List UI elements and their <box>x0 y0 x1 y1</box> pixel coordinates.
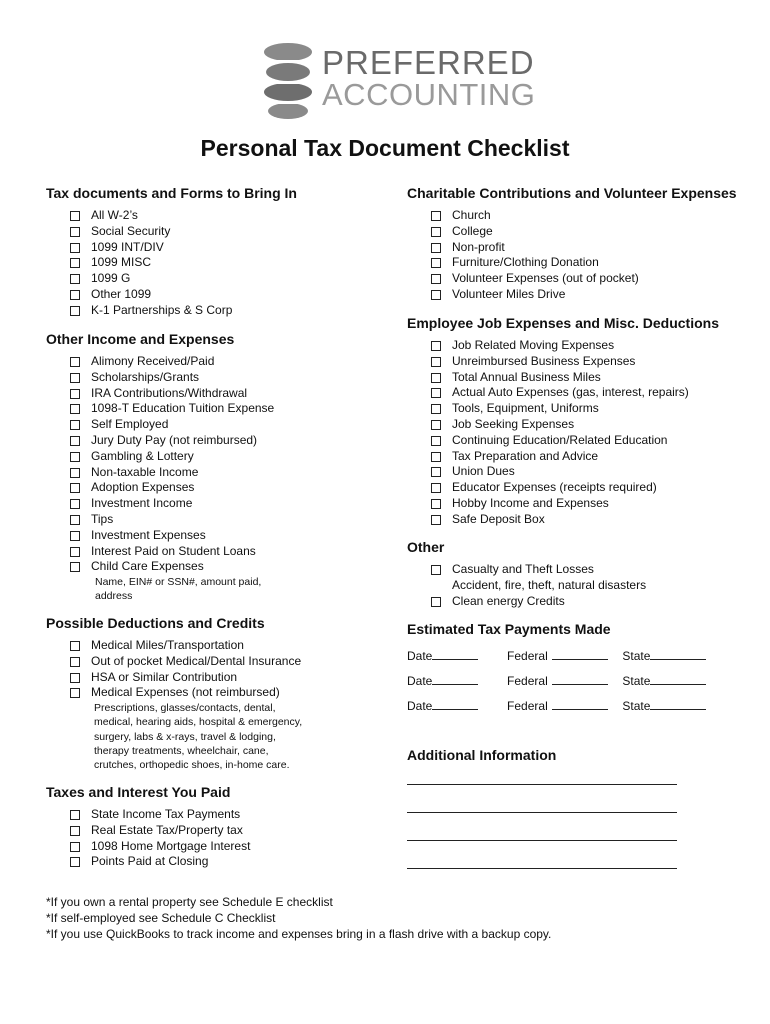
state-field[interactable] <box>650 648 706 660</box>
checkbox[interactable] <box>70 436 80 446</box>
list-item <box>46 224 297 240</box>
item-label: Hobby Income and Expenses <box>452 495 609 510</box>
date-field[interactable] <box>432 698 478 710</box>
list-item <box>407 338 719 354</box>
checkbox[interactable] <box>431 499 441 509</box>
federal-label: Federal <box>507 649 548 663</box>
section-deductions <box>46 614 302 772</box>
item-label: 1098-T Education Tuition Expense <box>91 401 275 416</box>
checkbox[interactable] <box>431 388 441 398</box>
checkbox[interactable] <box>70 452 80 462</box>
list-item <box>46 401 274 417</box>
date-field[interactable] <box>432 648 478 660</box>
item-label: Jury Duty Pay (not reimbursed) <box>91 432 258 447</box>
item-label: Job Seeking Expenses <box>452 416 575 431</box>
state-label: State <box>622 649 651 663</box>
list-item <box>407 496 719 512</box>
checkbox[interactable] <box>70 673 80 683</box>
medical-expenses-note: Prescriptions, glasses/contacts, dental, medical, hearing aids, hospital & emergency, surgery, labs & x-rays, travel & lodging, therapy treatments, wheelchair, cane, crutches, orthopedic shoes, in-home care. <box>94 702 303 771</box>
checkbox[interactable] <box>70 657 80 667</box>
section-heading: Estimated Tax Payments Made <box>407 621 611 637</box>
item-label: 1099 MISC <box>91 255 152 270</box>
checklist <box>46 208 297 319</box>
checkbox[interactable] <box>70 826 80 836</box>
item-label: Gambling & Lottery <box>91 448 194 463</box>
state-field[interactable] <box>650 673 706 685</box>
checkbox[interactable] <box>431 357 441 367</box>
list-item-note: Accident, fire, theft, natural disasters <box>452 577 647 592</box>
list-item <box>46 839 250 855</box>
list-item <box>46 208 297 224</box>
list-item <box>407 255 737 271</box>
list-item <box>46 823 250 839</box>
list-item <box>46 465 274 481</box>
item-label: Adoption Expenses <box>91 480 195 495</box>
item-label: Total Annual Business Miles <box>452 369 601 384</box>
checkbox[interactable] <box>70 420 80 430</box>
checklist <box>46 638 302 701</box>
list-item <box>46 670 302 686</box>
list-item <box>407 287 737 303</box>
item-label: 1098 Home Mortgage Interest <box>91 838 251 853</box>
list-item <box>46 544 274 560</box>
list-item <box>407 449 719 465</box>
item-label: Educator Expenses (receipts required) <box>452 480 657 495</box>
footnote: *If self-employed see Schedule C Checklist <box>46 910 276 925</box>
item-label: Other 1099 <box>91 286 152 301</box>
checklist <box>46 807 250 870</box>
item-label: Unreimbursed Business Expenses <box>452 353 636 368</box>
list-item <box>46 654 302 670</box>
list-item <box>407 401 719 417</box>
section-other-income <box>46 330 274 604</box>
item-label: Alimony Received/Paid <box>91 354 215 368</box>
list-item <box>407 417 719 433</box>
list-item <box>407 224 737 240</box>
section-estimated-payments <box>407 620 706 719</box>
list-item <box>407 271 737 287</box>
estimated-payment-row <box>407 644 706 669</box>
list-item <box>46 807 250 823</box>
checklist <box>407 338 719 528</box>
list-item <box>46 512 274 528</box>
checkbox[interactable] <box>431 211 441 221</box>
section-charitable <box>407 184 737 303</box>
section-taxes-interest <box>46 783 250 870</box>
list-item <box>407 385 719 401</box>
list-item <box>407 208 737 224</box>
section-other <box>407 538 646 609</box>
checkbox[interactable] <box>70 810 80 820</box>
item-label: Scholarships/Grants <box>91 369 200 384</box>
section-heading: Additional Information <box>407 747 557 763</box>
checkbox[interactable] <box>431 515 441 525</box>
checkbox[interactable] <box>431 373 441 383</box>
date-label: Date <box>407 649 433 663</box>
checkbox[interactable] <box>70 531 80 541</box>
item-label: IRA Contributions/Withdrawal <box>91 385 248 400</box>
checkbox[interactable] <box>431 483 441 493</box>
state-label: State <box>622 674 651 688</box>
item-label: Tips <box>91 511 114 526</box>
list-item <box>407 370 719 386</box>
list-item: Clean energy Credits <box>407 594 646 610</box>
item-label: 1099 INT/DIV <box>91 239 164 254</box>
checkbox[interactable] <box>431 467 441 477</box>
item-label: Real Estate Tax/Property tax <box>91 822 243 837</box>
checkbox[interactable] <box>70 373 80 383</box>
item-label: Job Related Moving Expenses <box>452 338 615 352</box>
item-label: Non-profit <box>452 239 505 254</box>
list-item <box>46 354 274 370</box>
section-heading: Possible Deductions and Credits <box>46 615 265 631</box>
list-item <box>46 303 297 319</box>
date-label: Date <box>407 699 433 713</box>
footnotes <box>46 895 551 942</box>
item-label: Points Paid at Closing <box>91 854 209 869</box>
item-label: Furniture/Clothing Donation <box>452 255 599 270</box>
checkbox[interactable] <box>70 562 80 572</box>
checkbox[interactable] <box>70 515 80 525</box>
additional-info-line[interactable] <box>407 785 677 813</box>
list-item <box>46 271 297 287</box>
federal-field[interactable] <box>552 673 608 685</box>
federal-field[interactable] <box>552 698 608 710</box>
list-item <box>46 559 274 575</box>
section-heading: Charitable Contributions and Volunteer Expenses <box>407 185 737 201</box>
date-label: Date <box>407 674 433 688</box>
checkbox[interactable] <box>70 688 80 698</box>
checkbox[interactable] <box>70 290 80 300</box>
checkbox[interactable] <box>70 468 80 478</box>
list-item <box>46 386 274 402</box>
item-label: Church <box>452 208 491 222</box>
item-label: State Income Tax Payments <box>91 807 241 821</box>
checkbox[interactable] <box>70 211 80 221</box>
list-item <box>46 433 274 449</box>
checklist <box>46 354 274 575</box>
list-item <box>46 528 274 544</box>
list-item <box>46 287 297 303</box>
federal-label: Federal <box>507 674 548 688</box>
checkbox[interactable] <box>70 547 80 557</box>
section-tax-documents <box>46 184 297 319</box>
item-label: Safe Deposit Box <box>452 511 545 526</box>
company-logo <box>262 40 536 120</box>
item-label: Tools, Equipment, Uniforms <box>452 401 599 416</box>
item-label: Medical Miles/Transportation <box>91 638 244 652</box>
checkbox[interactable] <box>70 258 80 268</box>
section-heading: Taxes and Interest You Paid <box>46 784 231 800</box>
additional-info-line[interactable] <box>407 813 677 841</box>
checkbox[interactable] <box>70 842 80 852</box>
item-label: Out of pocket Medical/Dental Insurance <box>91 653 302 668</box>
section-heading: Other Income and Expenses <box>46 331 235 347</box>
state-field[interactable] <box>650 698 706 710</box>
item-label: Tax Preparation and Advice <box>452 448 599 463</box>
checkbox[interactable] <box>431 227 441 237</box>
item-label: Investment Income <box>91 496 193 511</box>
logo-line-2: ACCOUNTING <box>322 77 536 112</box>
list-item <box>46 449 274 465</box>
item-label: Union Dues <box>452 464 515 479</box>
list-item <box>46 480 274 496</box>
checkbox[interactable] <box>70 306 80 316</box>
list-item <box>46 496 274 512</box>
state-label: State <box>622 699 651 713</box>
section-heading: Employee Job Expenses and Misc. Deductions <box>407 315 719 331</box>
checkbox[interactable] <box>431 290 441 300</box>
checkbox[interactable] <box>431 597 441 607</box>
section-heading: Tax documents and Forms to Bring In <box>46 185 297 201</box>
item-label: Interest Paid on Student Loans <box>91 543 256 558</box>
item-label: 1099 G <box>91 271 131 286</box>
footnote: *If you use QuickBooks to track income and expenses bring in a flash drive with a backup copy. <box>46 926 552 941</box>
checkbox[interactable] <box>431 258 441 268</box>
item-label: Self Employed <box>91 417 169 432</box>
checkbox[interactable] <box>70 404 80 414</box>
list-item <box>407 240 737 256</box>
checklist <box>407 208 737 303</box>
checkbox[interactable] <box>431 243 441 253</box>
checkbox[interactable] <box>70 857 80 867</box>
item-label: All W-2’s <box>91 208 138 222</box>
list-item <box>407 480 719 496</box>
logo-mark-icon <box>262 42 314 122</box>
item-label: Volunteer Expenses (out of pocket) <box>452 271 639 286</box>
list-item <box>46 417 274 433</box>
item-label: College <box>452 223 493 238</box>
section-additional-info <box>407 746 677 869</box>
list-item <box>407 464 719 480</box>
checkbox[interactable] <box>431 452 441 462</box>
list-item <box>407 512 719 528</box>
federal-field[interactable] <box>552 648 608 660</box>
estimated-payment-row <box>407 694 706 719</box>
footnote: *If you own a rental property see Schedule E checklist <box>46 895 333 909</box>
checkbox[interactable] <box>70 274 80 284</box>
list-item <box>46 685 302 701</box>
item-label: Medical Expenses (not reimbursed) <box>91 685 280 700</box>
item-label: Continuing Education/Related Education <box>452 432 668 447</box>
checkbox[interactable] <box>70 483 80 493</box>
page-title: Personal Tax Document Checklist <box>200 135 570 161</box>
checkbox[interactable] <box>70 243 80 253</box>
list-item: Casualty and Theft Losses <box>407 562 646 578</box>
item-label: Child Care Expenses <box>91 559 204 574</box>
item-label: K-1 Partnerships & S Corp <box>91 302 233 317</box>
list-item <box>407 354 719 370</box>
list-item <box>46 255 297 271</box>
checkbox[interactable] <box>431 420 441 430</box>
logo-line-1: PREFERRED <box>322 44 535 81</box>
checkbox[interactable] <box>70 357 80 367</box>
section-heading: Other <box>407 539 445 555</box>
checkbox[interactable] <box>431 341 441 351</box>
additional-info-line[interactable] <box>407 841 677 869</box>
list-item <box>407 433 719 449</box>
checkbox[interactable] <box>431 565 441 575</box>
checkbox[interactable] <box>431 274 441 284</box>
item-label: HSA or Similar Contribution <box>91 669 238 684</box>
checkbox[interactable] <box>70 499 80 509</box>
item-label: Volunteer Miles Drive <box>452 286 566 301</box>
list-item <box>46 638 302 654</box>
checkbox[interactable] <box>431 436 441 446</box>
item-label: Non-taxable Income <box>91 464 199 479</box>
checkbox[interactable] <box>70 389 80 399</box>
child-care-note: Name, EIN# or SSN#, amount paid, address <box>95 576 262 603</box>
list-item <box>46 854 250 870</box>
checkbox[interactable] <box>70 227 80 237</box>
checkbox[interactable] <box>70 641 80 651</box>
checkbox[interactable] <box>431 404 441 414</box>
additional-info-line[interactable] <box>407 770 677 785</box>
item-label: Social Security <box>91 223 171 238</box>
federal-label: Federal <box>507 699 548 713</box>
date-field[interactable] <box>432 673 478 685</box>
item-label: Actual Auto Expenses (gas, interest, repairs) <box>452 385 689 400</box>
item-label: Investment Expenses <box>91 527 206 542</box>
list-item <box>46 370 274 386</box>
section-employee-expenses <box>407 314 719 528</box>
checklist <box>407 562 646 609</box>
list-item <box>46 240 297 256</box>
estimated-payment-row <box>407 669 706 694</box>
